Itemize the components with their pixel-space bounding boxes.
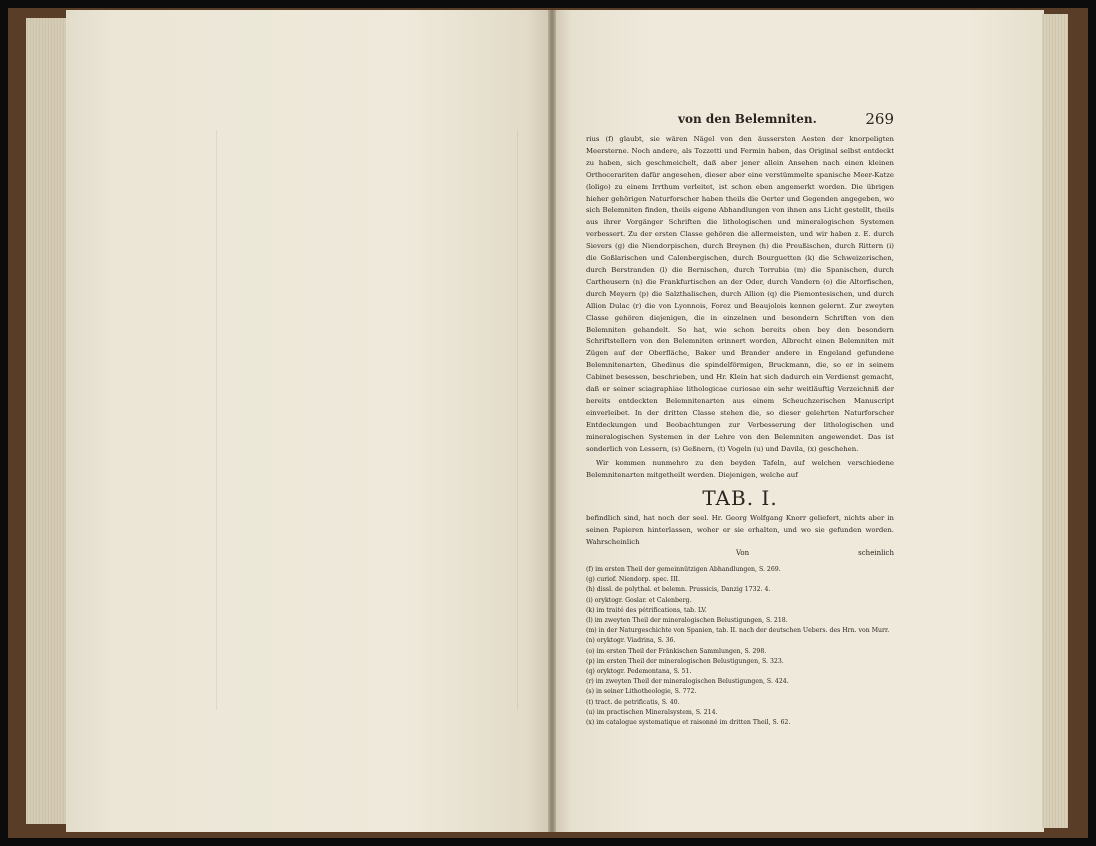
paragraph: befindlich sind, hat noch der seel. Hr. Georg Wolfgang Knorr geliefert, nichts aber in seinen Papieren hinterlassen, woher er sie erhalten, und wo sie gefunden worden. Wahrscheinlich [586,514,894,547]
footnote: (x) im catalogue systematique et raisonné im dritten Theil, S. 62. [586,719,791,727]
open-book [8,8,1088,838]
paragraph: rius (f) glaubt, sie wären Nägel von den äussersten Aesten der knorpeligten Meersterne. Noch andere, als Tozzetti und Fermin haben, das Original selbst entdeckt zu haben, sich geschmeichelt, daß aber jener allein Ansehen nach einen kleinen Orthocerariten dafür angesehen, dieser aber eine verstümmelte spanische Meer-Katze (loligo) zu einem Irrthum verleitet, ist schon eben angemerkt worden. Die übrigen hieher gehörigen Naturforscher haben theils die Oerter und Gegenden angegeben, wo sich Belemniten finden, theils eigene Abhandlungen von ihnen ans Licht gestellt, theils aus ihrer Vorgänger Schriften die lithologischen und mineralogischen Systemen verbessert. Zu der ersten Classe gehören die allermeisten, und wir haben z. E. durch Sievers (g) die Niendorpischen, durch Breynen (h) die Preußischen, durch Rittern (i) die Goßlarischen und Calenbergischen, durch Bourguetten (k) die Schweizerischen, durch Berstranden (l) die Bernischen, durch Torrubia (m) die Spanischen, durch Cartheusern (n) die Frankfurtischen an der Oder, durch Vandern (o) die Altorfischen, durch Meyern (p) die Salzthalischen, durch Allion (q) die Piemontesischen, und durch Allion Dulac (r) die von Lyonnois, Forez und Beaujolois kennen gelernt. Zur zweyten Classe gehören diejenigen, die in einzelnen und besondern Schriften von den Belemniten gehandelt. So hat, wie schon bereits oben bey den besondern Schriftstellern von den Belemniten erinnert worden, Albrecht einen Belemniten mit Zügen auf der Oberfläche, Baker und Brander andere in Engeland gefundene Belemnitenarten, Ghedinus die spindelförmigen, Bruckmann, die, so er in seinem Cabinet besessen, beschrieben, und Hr. Klein hat sich dadurch ein Verdienst gemacht, daß er seiner sciagraphiae lithologicae curiosae ein sehr weitläuftig Verzeichniß der bereits entdeckten Belemnitenarten aus einem Scheuchzerischen Manuscript einverleibet. In der dritten Classe stehen die, so dieser gelehrten Naturforscher Entdeckungen und Beobachtungen zur Verbesserung der lithologischen und mineralogischen Systemen in der Lehre von den Belemniten angewendet. Das ist sonderlich von Lessern, (s) Geßnern, (t) Vogeln (u) und Davila, (x) geschehen. [586,135,894,453]
footnote: (r) im zweyten Theil der mineralogischen Belustigungen, S. 424. [586,678,789,686]
footnote: (s) in seiner Lithotheologie, S. 772. [586,688,697,696]
running-head: von den Belemniten. [678,112,817,126]
body-text [586,134,894,549]
page-header [586,110,894,134]
footnotes [586,565,894,728]
catchword-left: Von [736,549,750,557]
page-text-block [586,110,894,728]
footnote: (f) im ersten Theil der gemeinnützigen Abhandlungen, S. 269. [586,566,781,573]
left-page-blank [66,10,552,832]
book-gutter [548,10,556,832]
footnote: (q) oryktogr. Pedemontana, S. 51. [586,668,692,676]
footnote: (p) im ersten Theil der mineralogischen Belustigungen, S. 323. [586,657,784,665]
footnote: (u) im practischen Mineralsystem, S. 214. [586,708,718,716]
left-page-edges [26,18,68,824]
page-number: 269 [865,110,894,128]
tab-heading: TAB. I. [702,486,778,511]
catchword-line [586,549,894,562]
catchword-right: scheinlich [858,549,894,557]
footnote: (t) tract. de petrificatis, S. 40. [586,698,680,706]
bleed-through-shadow [216,130,518,710]
right-page-edges [1042,14,1068,828]
footnote: (h) dissl. de polythal. et belemn. Prussicis, Danzig 1732. 4. [586,586,771,594]
footnote: (n) oryktogr. Viadrina, S. 36. [586,637,676,645]
footnote: (o) im ersten Theil der Fränkischen Sammlungen, S. 298. [586,647,767,655]
footnote: (k) im traité des pétrifications, tab. LV. [586,606,707,614]
footnote: (m) in der Naturgeschichte von Spanien, tab. II. nach der deutschen Uebers. des Hrn. von Murr. [586,627,890,635]
paragraph: Wir kommen nunmehro zu den beyden Tafeln, auf welchen verschiedene Belemnitenarten mitgetheilt werden. Diejenigen, welche auf [586,459,894,480]
footnote: (l) im zweyten Theil der mineralogischen Belustigungen, S. 218. [586,617,788,625]
footnote: (g) curiof. Niendorp. spec. III. [586,576,680,584]
footnote: (i) oryktogr. Goslar. et Calenberg. [586,596,692,604]
